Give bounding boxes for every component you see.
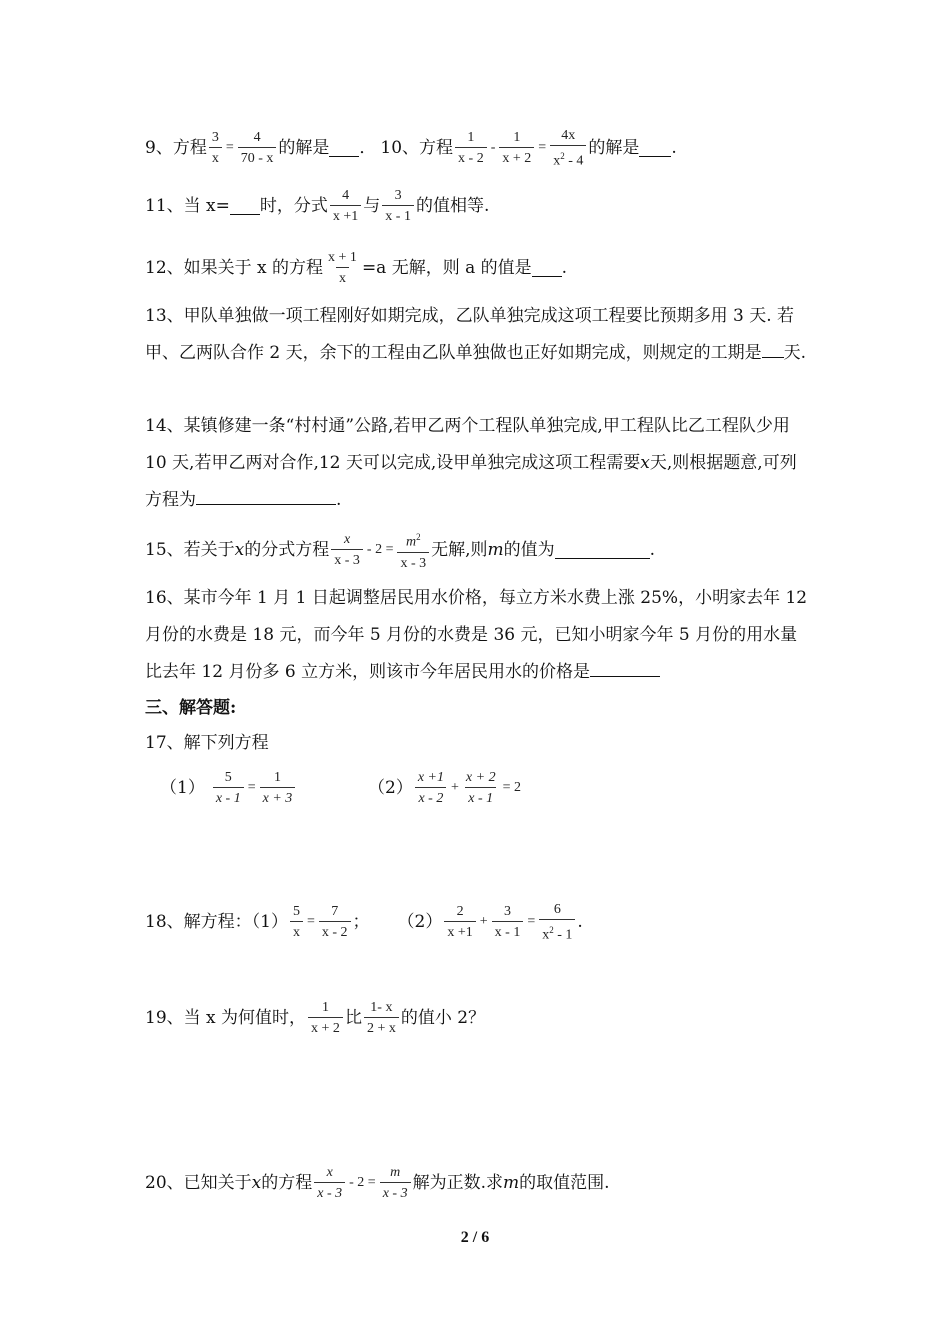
question-17-title: 17、解下列方程 xyxy=(145,733,269,753)
question-14: 14、某镇修建一条“村村通”公路,若甲乙两个工程队单独完成,甲工程队比乙工程队少用 10 天,若甲乙两对合作,12 天可以完成,设甲单独完成这项工程需要x天,则根据题意,可列方程为 . xyxy=(145,416,797,510)
q17-p2-fraction-2: $\frac{x + 2}{x - 1}$ xyxy=(465,770,496,806)
question-11: 11、当 x= 时，分式 $\frac{4}{x +1}$ 与 $\frac{3}{x - 1}$ 的值相等. xyxy=(145,188,490,224)
q19-fraction-1: $\frac{1}{x + 2}$ xyxy=(308,1000,343,1036)
q20-fraction-2: $\frac{m}{x - 3}$ xyxy=(380,1165,411,1201)
q17-p2-fraction-1: $\frac{x +1}{x - 2}$ xyxy=(415,770,447,806)
question-12: 12、如果关于 x 的方程 $\frac{x + 1}{x}$ =a 无解，则 a 的值是 . xyxy=(145,250,568,286)
q10-prefix: 10、方程 xyxy=(380,138,454,159)
q15-answer-blank xyxy=(555,542,650,559)
q20-fraction-1: $\frac{x}{x - 3}$ xyxy=(314,1165,345,1201)
q9-fraction-1: $\frac{3}{x}$ xyxy=(209,130,222,166)
question-16: 16、某市今年 1 月 1 日起调整居民用水价格，每立方米水费上涨 25%，小明家去年 12 月份的水费是 18 元，而今年 5 月份的水费是 36 元，已知小明家今年 5 月份的用水量比去年 12 月份多 6 立方米，则该市今年居民用水的价格是 xyxy=(145,588,808,682)
q9-answer-blank xyxy=(329,140,359,157)
question-20: 20、已知关于 x 的方程 $\frac{x}{x - 3}$ - 2 = $\frac{m}{x - 3}$ 解为正数.求 m 的取值范围. xyxy=(145,1165,610,1201)
q19-fraction-2: $\frac{1- x}{2 + x}$ xyxy=(364,1000,399,1036)
q11-answer-blank xyxy=(230,198,260,215)
q10-answer-blank xyxy=(639,140,671,157)
q10-fraction-1: $\frac{1}{x - 2}$ xyxy=(455,130,487,166)
q17-p1-fraction-2: $\frac{1}{x + 3}$ xyxy=(260,770,296,806)
q11-fraction-1: $\frac{4}{x +1}$ xyxy=(330,188,361,224)
q18-p2-fraction-2: $\frac{3}{x - 1}$ xyxy=(492,904,524,940)
q12-answer-blank xyxy=(532,260,562,277)
q17-p1-fraction-1: $\frac{5}{x - 1}$ xyxy=(213,770,244,806)
q18-p1-fraction-1: $\frac{5}{x}$ xyxy=(290,904,303,940)
q16-answer-blank xyxy=(590,660,660,677)
question-19: 19、当 x 为何值时， $\frac{1}{x + 2}$ 比 $\frac{1- x}{2 + x}$ 的值小 2？ xyxy=(145,1000,486,1036)
q18-p2-fraction-3: $\frac{6}{x^2 - 1}$ xyxy=(539,902,575,943)
question-17-part-2: （2） $\frac{x +1}{x - 2}$ + $\frac{x + 2}{x - 1}$ = 2 xyxy=(368,770,521,806)
q11-fraction-2: $\frac{3}{x - 1}$ xyxy=(382,188,414,224)
question-15: 15、若关于 x 的分式方程 $\frac{x}{x - 3}$ - 2 = $\frac{m^2}{x - 3}$ 无解,则 m 的值为 . xyxy=(145,532,656,571)
q12-fraction: $\frac{x + 1}{x}$ xyxy=(328,250,357,286)
q14-answer-blank xyxy=(196,488,336,505)
q15-fraction-2: $\frac{m^2}{x - 3}$ xyxy=(397,530,429,571)
q18-p1-fraction-2: $\frac{7}{x - 2}$ xyxy=(319,904,351,940)
q9-prefix: 9、方程 xyxy=(145,138,207,159)
q18-p2-fraction-1: $\frac{2}{x +1}$ xyxy=(444,904,475,940)
section-3-heading: 三、解答题: xyxy=(145,698,237,718)
q9-fraction-2: $\frac{4}{70 - x}$ xyxy=(238,130,277,166)
question-18: 18、解方程：（1） $\frac{5}{x}$ = $\frac{7}{x - 2}$ ； （2） $\frac{2}{x +1}$ + $\frac{3}{x - 1}$ = $\frac{6}{x^2 - 1}$ . xyxy=(145,902,583,943)
question-13: 13、甲队单独做一项工程刚好如期完成，乙队单独完成这项工程要比预期多用 3 天. 若甲、乙两队合作 2 天，余下的工程由乙队单独做也正好如期完成，则规定的工期是 天. xyxy=(145,306,807,363)
question-9-10: 9、方程 $\frac{3}{x}$ = $\frac{4}{70 - x}$ 的解是 ． 10、方程 $\frac{1}{x - 2}$ - $\frac{1}{x + 2}$ = $\frac{4x}{x^2 - 4}$ 的解是 . xyxy=(145,128,677,169)
question-17-part-1: （1） $\frac{5}{x - 1}$ = $\frac{1}{x + 3}$ xyxy=(160,770,297,806)
q10-fraction-3: $\frac{4x}{x^2 - 4}$ xyxy=(550,128,586,169)
q10-fraction-2: $\frac{1}{x + 2}$ xyxy=(499,130,534,166)
q15-fraction-1: $\frac{x}{x - 3}$ xyxy=(331,532,363,568)
page-number: 2 / 6 xyxy=(460,1229,490,1246)
q13-answer-blank xyxy=(762,341,784,358)
